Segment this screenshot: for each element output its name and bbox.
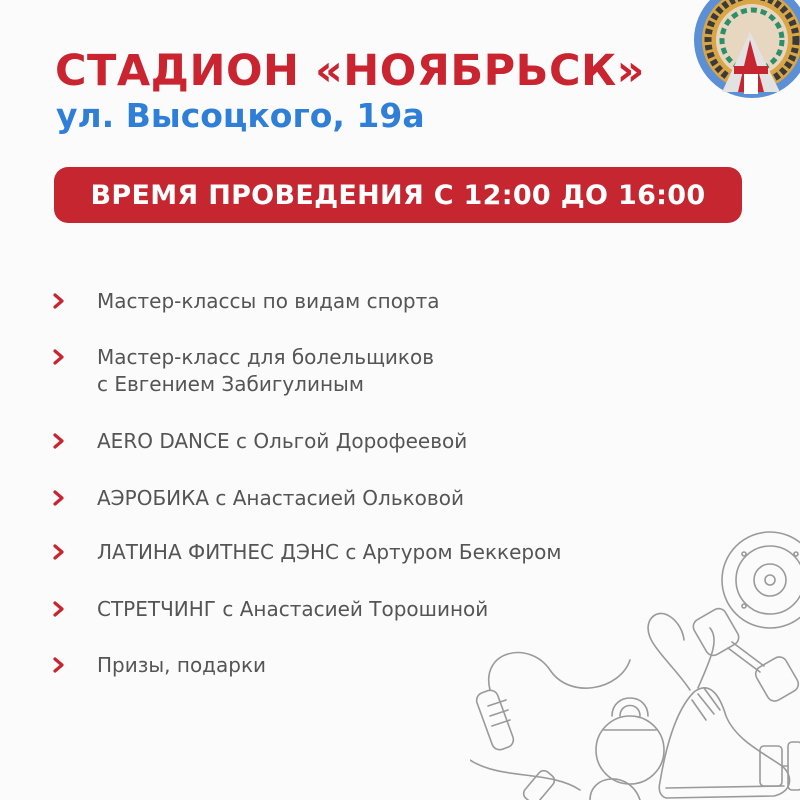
list-item-line: Мастер-классы по видам спорта <box>97 289 440 313</box>
list-item-line: Мастер-класс для болельщиков <box>97 345 435 369</box>
event-time-text: ВРЕМЯ ПРОВЕДЕНИЯ С 12:00 ДО 16:00 <box>90 179 706 211</box>
sports-equipment-illustration <box>470 520 800 800</box>
chevron-right-icon <box>52 601 66 617</box>
list-item-line: АЭРОБИКА с Анастасией Ольковой <box>97 486 464 510</box>
chevron-right-icon <box>52 490 66 506</box>
venue-address: ул. Высоцкого, 19а <box>56 96 425 135</box>
venue-title: СТАДИОН «НОЯБРЬСК» <box>55 46 645 96</box>
kettlebell-icon <box>596 698 664 784</box>
ball-icon <box>590 779 640 800</box>
chevron-right-icon <box>52 293 66 309</box>
chevron-right-icon <box>52 433 66 449</box>
small-dumbbell-icon <box>760 742 800 790</box>
stadium-logo-icon <box>692 0 800 100</box>
chevron-right-icon <box>52 544 66 560</box>
list-item-text <box>97 485 464 512</box>
list-item-line: с Евгением Забигулиным <box>97 372 364 396</box>
list-item-text <box>97 652 266 679</box>
sneaker-icon <box>648 613 790 798</box>
list-item-line: Призы, подарки <box>97 653 267 677</box>
weight-plate-icon <box>722 532 800 628</box>
list-item-text <box>97 344 434 398</box>
list-item-text <box>97 596 488 623</box>
chevron-right-icon <box>52 349 66 365</box>
event-time-banner <box>54 167 742 223</box>
chevron-right-icon <box>52 657 66 673</box>
list-item-line: AERO DANCE с Ольгой Дорофеевой <box>97 429 468 453</box>
list-item-line: ЛАТИНА ФИТНЕС ДЭНС с Артуром Беккером <box>97 540 562 564</box>
list-item-text <box>97 428 467 455</box>
list-item-text <box>97 288 440 315</box>
list-item-line: СТРЕТЧИНГ с Анастасией Торошиной <box>97 597 489 621</box>
